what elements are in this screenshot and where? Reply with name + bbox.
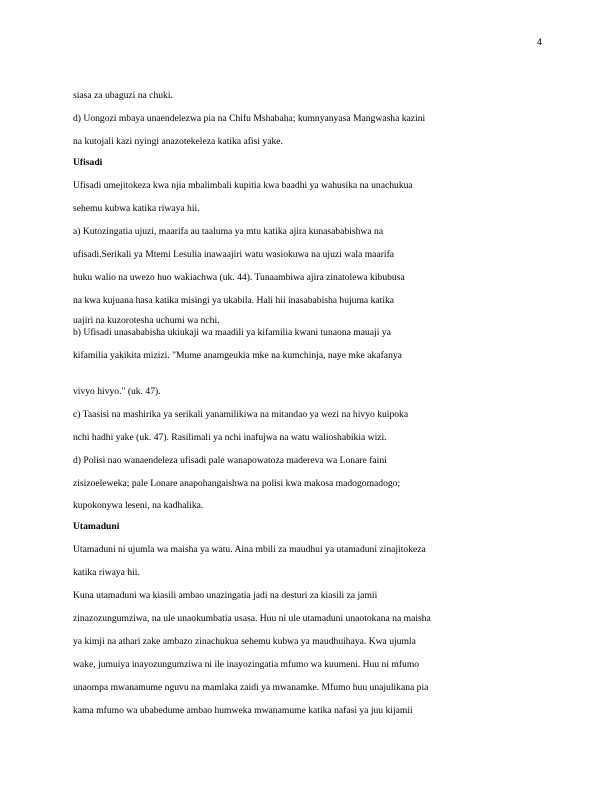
text-line: wake, jumuiya inayozungumziwa ni ile inayozingatia mfumo wa kuumeni. Huu ni mfumo [73,659,420,670]
text-line: ya kimji na athari zake ambazo zinachukua sehemu kubwa ya maudhuihaya. Kwa ujumla [73,636,416,647]
text-line: d) Uongozi mbaya unaendelezwa pia na Chifu Mshabaha; kumnyanyasa Mangwasha kazini [73,113,426,124]
text-line: sehemu kubwa katika riwaya hii. [73,203,200,214]
text-line: Kuna utamaduni wa kiasili ambao unazingatia jadi na desturi za kiasili za jamii [73,590,378,601]
text-line: zisizoeleweka; pale Lonare anapohangaishwa na polisi kwa makosa madogomadogo; [73,478,401,489]
text-line: Utamaduni ni ujumla wa maisha ya watu. Aina mbili za maudhui ya utamaduni zinajitokeza [73,544,426,555]
text-line: siasa za ubaguzi na chuki. [73,90,173,101]
text-line: d) Polisi nao wanaendeleza ufisadi pale wanapowatoza madereva wa Lonare faini [73,455,387,466]
text-line: unaompa mwanamume nguvu na mamlaka zaidi ya mwanamke. Mfumo huu unajulikana pia [73,682,429,693]
page-number: 4 [536,37,542,47]
text-line: zinazozungumziwa, na ule unaokumbatia usasa. Huu ni ule utamaduni unaotokana na maisha [73,613,431,624]
text-line: uajiri na kuzorotesha uchumi wa nchi. [73,315,220,326]
text-line: b) Ufisadi unasababisha ukiukaji wa maadili ya kifamilia kwani tunaona mauaji ya [73,327,391,338]
text-line: kupokonywa leseni, na kadhalika. [73,500,204,511]
text-line: katika riwaya hii. [73,567,140,578]
text-line: kama mfumo wa ubabedume ambao humweka mwanamume katika nafasi ya juu kijamii [73,705,413,716]
text-line: huku walio na uwezo huo wakiachwa (uk. 44). Tunaambiwa ajira zinatolewa kibubusa [73,272,405,283]
text-line: a) Kutozingatia ujuzi, maarifa au taaluma ya mtu katika ajira kunasababishwa na [73,226,384,237]
text-line: c) Taasisi na mashirika ya serikali yanamilikiwa na mitandao ya wezi na hivyo kuipoka [73,409,409,420]
section-heading-utamaduni: Utamaduni [73,521,120,532]
text-line: vivyo hivyo." (uk. 47). [73,386,161,397]
text-line: Ufisadi umejitokeza kwa njia mbalimbali kupitia kwa baadhi ya wahusika na unachukua [73,180,413,191]
text-line: nchi hadhi yake (uk. 47). Rasilimali ya nchi inafujwa na watu walioshabikia wizi. [73,432,387,443]
text-line: kifamilia yakikita mizizi. "Mume anamgeukia mke na kumchinja, naye mke akafanya [73,350,402,361]
text-line: na kwa kujuana hasa katika misingi ya ukabila. Hali hii inasababisha hujuma katika [73,295,395,306]
text-line: na kutojali kazi nyingi anazotekeleza katika afisi yake. [73,136,283,147]
section-heading-ufisadi: Ufisadi [73,157,103,168]
text-line: ufisadi.Serikali ya Mtemi Lesulia inawaajiri watu wasiokuwa na ujuzi wala maarifa [73,249,395,260]
